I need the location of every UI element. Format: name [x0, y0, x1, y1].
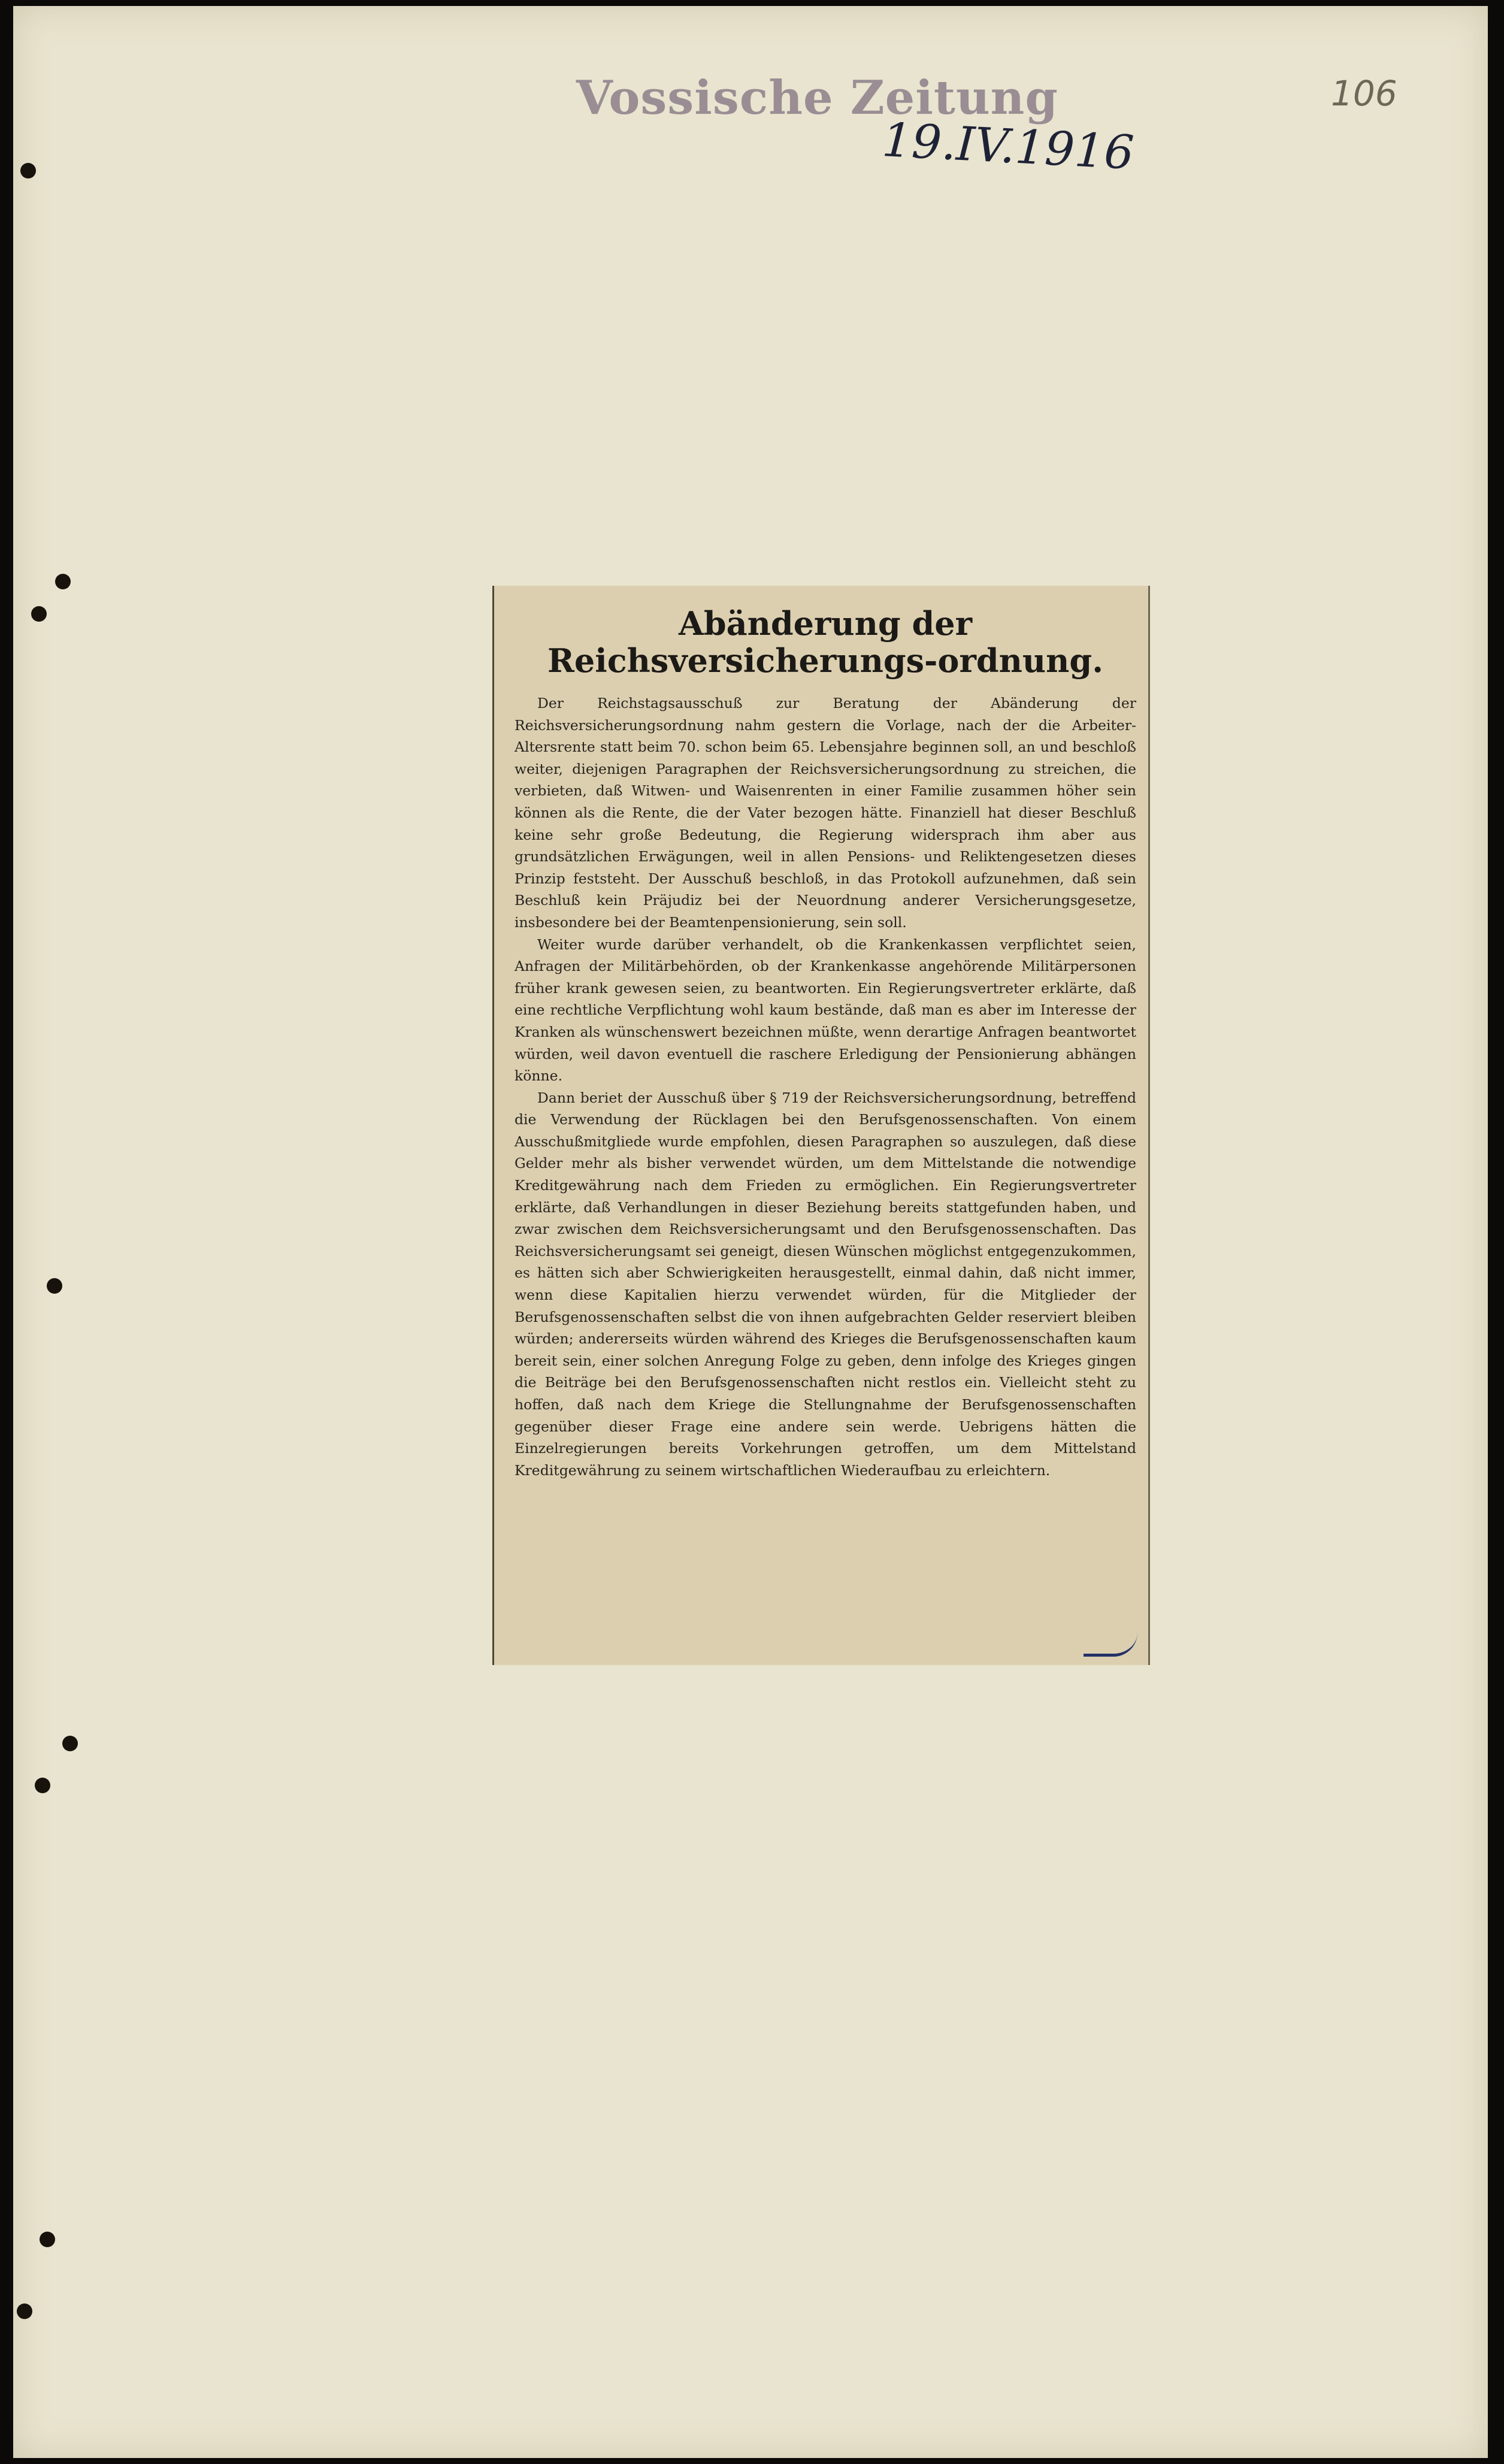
page-number: 106	[1331, 73, 1397, 114]
punch-hole	[55, 574, 71, 589]
article-paragraph: Weiter wurde darüber verhandelt, ob die Krankenkassen verpflichtet seien, Anfragen der Militärbehörden, ob der Krankenkasse angehörende Militärpersonen früher krank gewesen seien, zu beantworten. Ein Regierungsvertreter erklärte, daß eine rechtliche Verpflichtung wohl kaum bestände, daß man es aber im Interesse der Kranken als wünschenswert bezeichnen müßte, wenn derartige Anfragen beantwortet würden, weil davon eventuell die raschere Erledigung der Pensionierung abhängen könne.	[515, 936, 1136, 1085]
article-body	[515, 692, 1136, 1481]
newspaper-clipping	[492, 586, 1150, 1665]
article-headline: Abänderung der Reichsversicherungs-ordnung.	[547, 604, 1103, 680]
pencil-mark	[1084, 1630, 1137, 1657]
punch-hole	[20, 163, 36, 178]
article-paragraph: Der Reichstagsausschuß zur Beratung der Abänderung der Reichsversicherungsordnung nahm gestern die Vorlage, nach der die Arbeiter-Altersrente statt beim 70. schon beim 65. Lebensjahre beginnen soll, an und beschloß weiter, diejenigen Paragraphen der Reichsversicherungsordnung zu streichen, die verbieten, daß Witwen- und Waisenrenten in einer Familie zusammen höher sein können als die Rente, die der Vater bezogen hätte. Finanziell hat dieser Beschluß keine sehr große Bedeutung, die Regierung widersprach ihm aber aus grundsätzlichen Erwägungen, weil in allen Pensions- und Reliktengesetzen dieses Prinzip feststeht. Der Ausschuß beschloß, in das Protokoll aufzunehmen, daß sein Beschluß kein Präjudiz bei der Neuordnung anderer Versicherungsgesetze, insbesondere bei der Beamtenpensionierung, sein soll.	[515, 695, 1136, 931]
punch-hole	[35, 1778, 50, 1793]
newspaper-name-stamp: Vossische Zeitung	[576, 71, 1058, 125]
punch-hole	[17, 2303, 32, 2319]
article-paragraph: Dann beriet der Ausschuß über § 719 der Reichsversicherungsordnung, betreffend die Verwendung der Rücklagen bei den Berufsgenossenschaften. Von einem Ausschußmitgliede wurde empfohlen, diesen Paragraphen so auszulegen, daß diese Gelder mehr als bisher verwendet würden, um dem Mittelstande die notwendige Kreditgewährung nach dem Frieden zu ermöglichen. Ein Regierungsvertreter erklärte, daß Verhandlungen in dieser Beziehung bereits stattgefunden haben, und zwar zwischen dem Reichsversicherungsamt und den Berufsgenossenschaften. Das Reichsversicherungsamt sei geneigt, diesen Wünschen möglichst entgegenzukommen, es hätten sich aber Schwierigkeiten herausgestellt, einmal dahin, daß nicht immer, wenn diese Kapitalien hierzu verwendet würden, für die Mitglieder der Berufsgenossenschaften selbst die von ihnen aufgebrachten Gelder reserviert bleiben würden; andererseits würden während des Krieges die Berufsgenossenschaften kaum bereit sein, einer solchen Anregung Folge zu geben, denn infolge des Krieges gingen die Beiträge bei den Berufsgenossenschaften nicht restlos ein. Vielleicht steht zu hoffen, daß nach dem Kriege die Stellungnahme der Berufsgenossenschaften gegenüber dieser Frage eine andere sein werde. Uebrigens hätten die Einzelregierungen bereits Vorkehrungen getroffen, um dem Mittelstand Kreditgewährung zu seinem wirtschaftlichen Wiederaufbau zu erleichtern.	[515, 1089, 1136, 1479]
archive-sheet	[13, 6, 1488, 2458]
punch-hole	[47, 1278, 62, 1294]
punch-hole	[31, 606, 47, 622]
punch-hole	[40, 2232, 55, 2247]
handwritten-date: 19.IV.1916	[880, 113, 1136, 180]
punch-hole	[62, 1736, 78, 1751]
